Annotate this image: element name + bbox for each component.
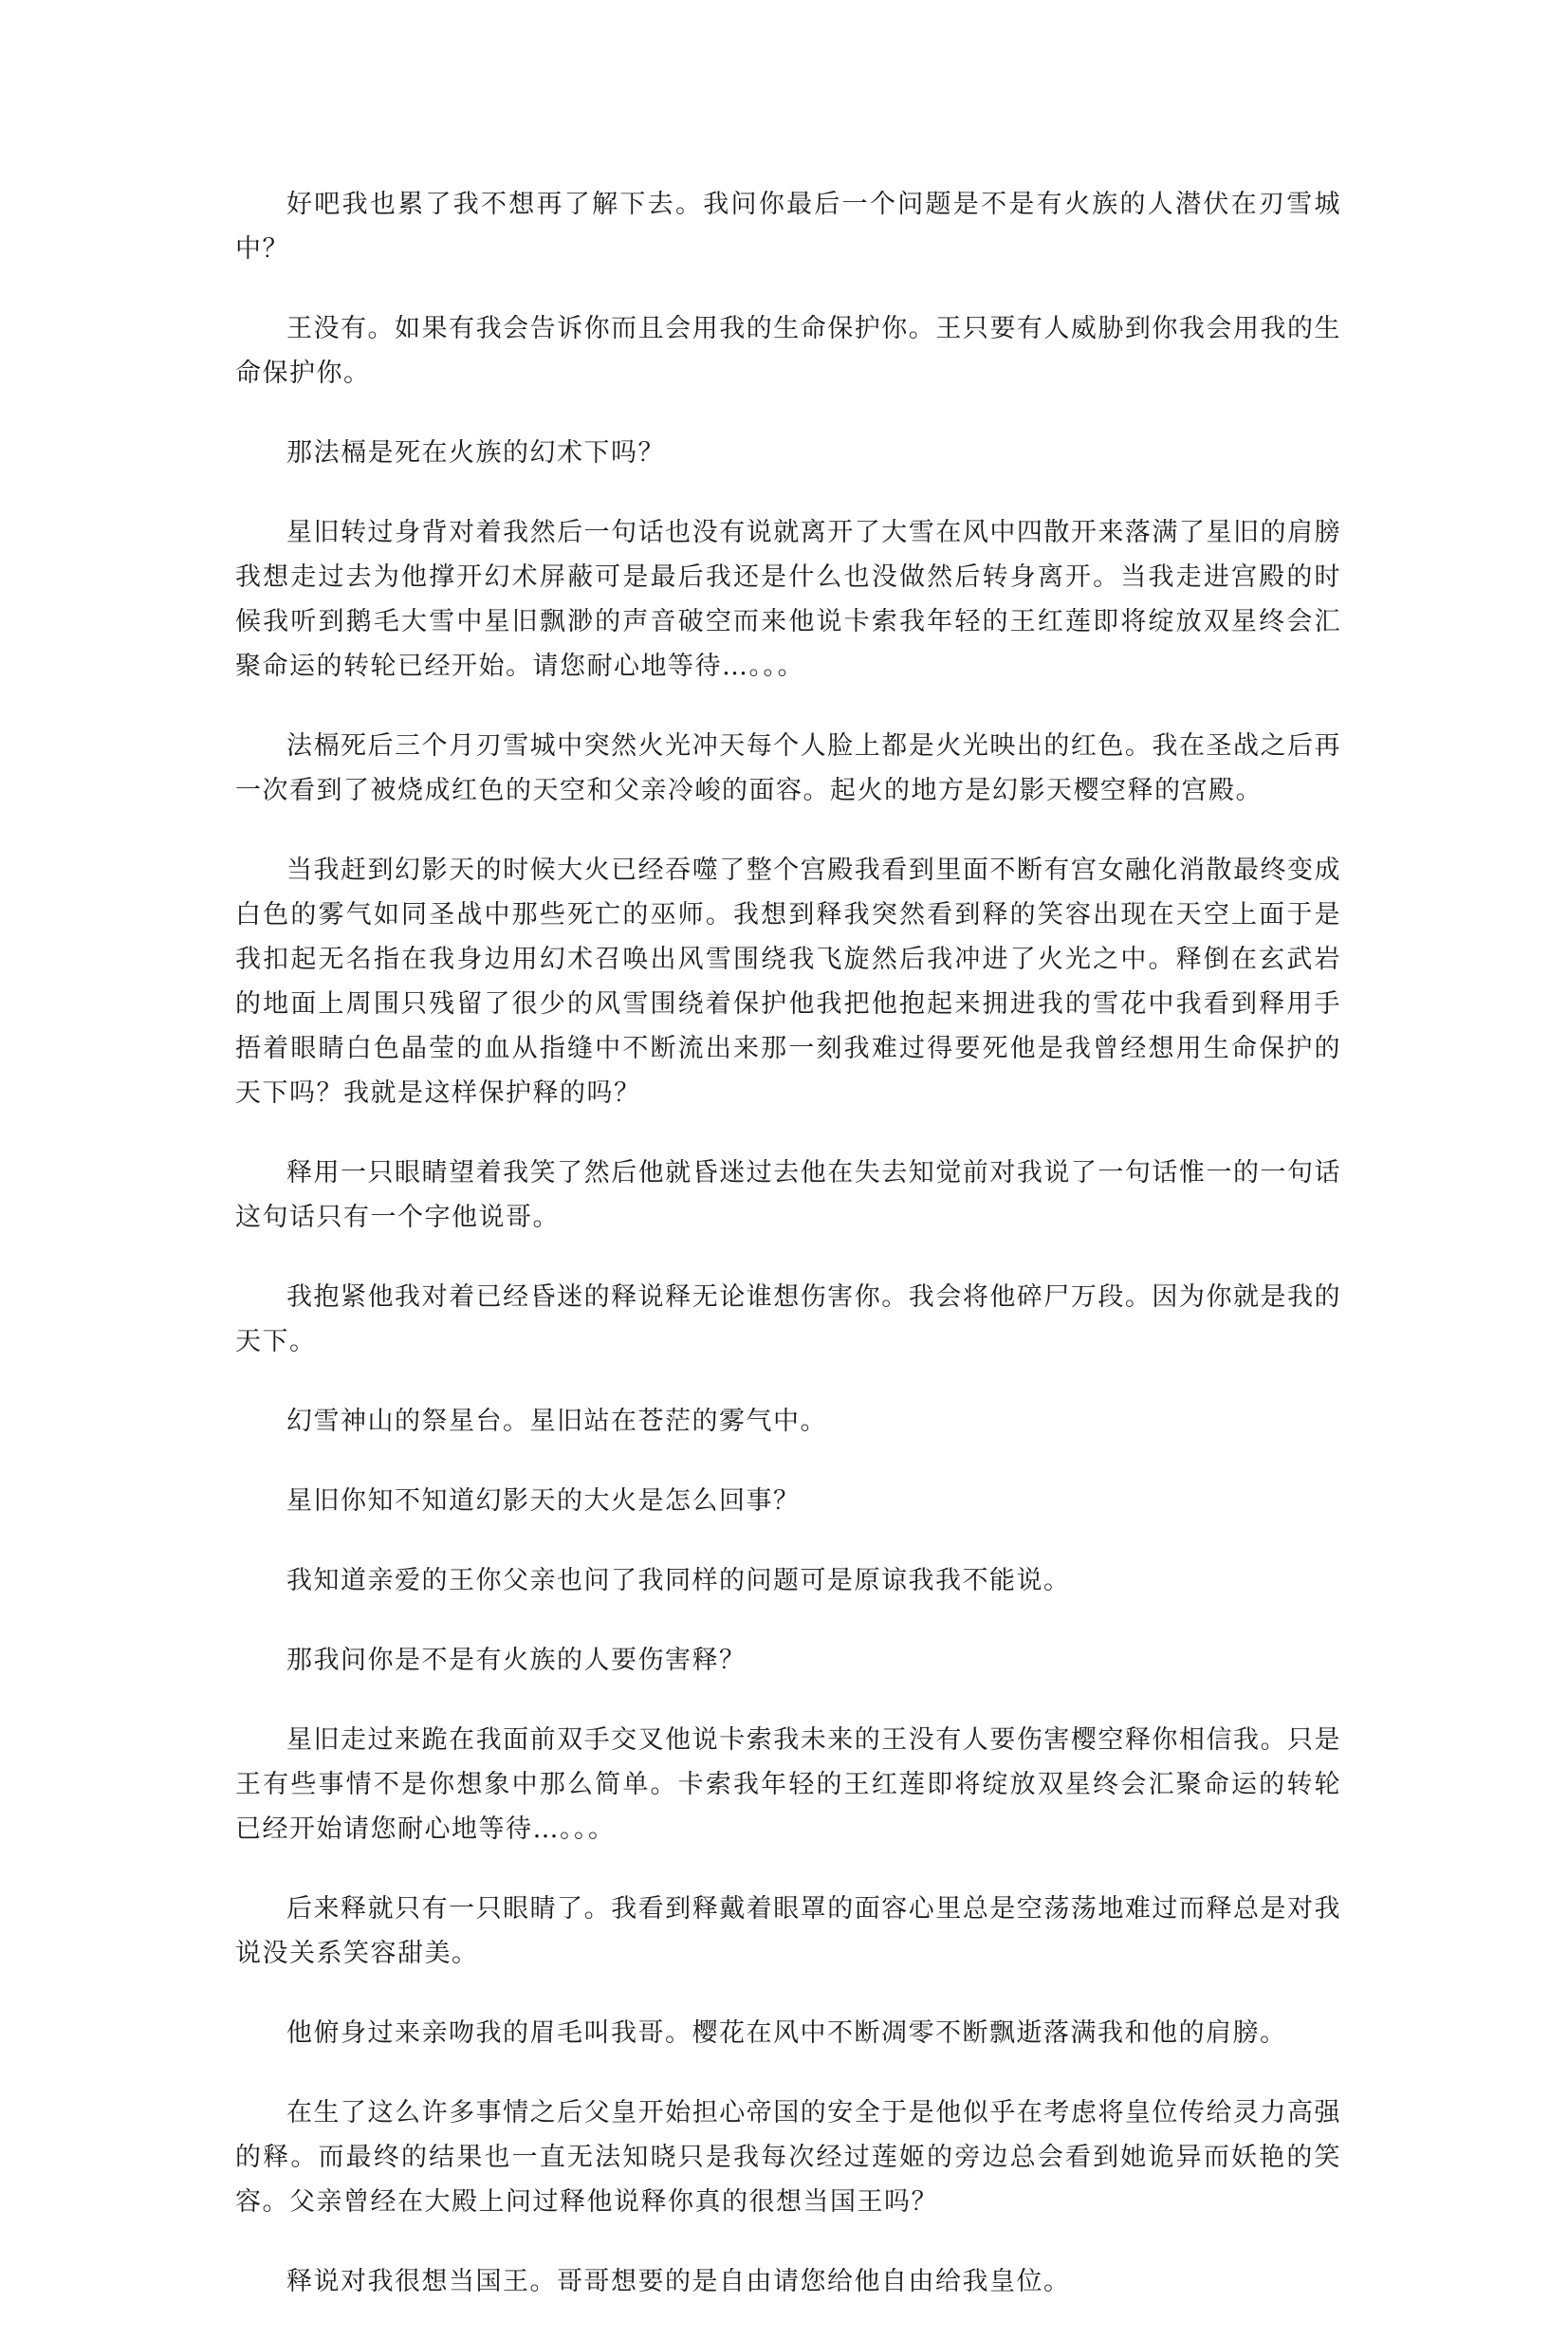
paragraph: 当我赶到幻影天的时候大火已经吞噬了整个宫殿我看到里面不断有宫女融化消散最终变成白色的雾气如同圣战中那些死亡的巫师。我想到释我突然看到释的笑容出现在天空上面于是我扣起无名指在我身边用幻术召唤出风雪围绕我飞旋然后我冲进了火光之中。释倒在玄武岩的地面上周围只残留了很少的风雪围绕着保护他我把他抱起来拥进我的雪花中我看到释用手捂着眼睛白色晶莹的血从指缝中不断流出来那一刻我难过得要死他是我曾经想用生命保护的天下吗？我就是这样保护释的吗？ (235, 856, 1341, 1108)
paragraph: 我知道亲爱的王你父亲也问了我同样的问题可是原谅我我不能说。 (286, 1566, 1071, 1595)
paragraph: 他俯身过来亲吻我的眉毛叫我哥。樱花在风中不断凋零不断飘逝落满我和他的肩膀。 (286, 2018, 1287, 2048)
paragraph: 星旧转过身背对着我然后一句话也没有说就离开了大雪在风中四散开来落满了星旧的肩膀我想走过去为他撑开幻术屏蔽可是最后我还是什么也没做然后转身离开。当我走进宫殿的时候我听到鹅毛大雪中星旧飘渺的声音破空而来他说卡索我年轻的王红莲即将绽放双星终会汇聚命运的转轮已经开始。请您耐心地等待…。。。 (235, 518, 1341, 681)
paragraph: 好吧我也累了我不想再了解下去。我问你最后一个问题是不是有火族的人潜伏在刃雪城中？ (235, 190, 1341, 264)
document-page (235, 182, 1341, 2339)
paragraph: 释用一只眼睛望着我笑了然后他就昏迷过去他在失去知觉前对我说了一句话惟一的一句话这句话只有一个字他说哥。 (235, 1158, 1341, 1232)
paragraph: 后来释就只有一只眼睛了。我看到释戴着眼罩的面容心里总是空荡荡地难过而释总是对我说没关系笑容甜美。 (235, 1894, 1341, 1968)
paragraph: 法槅死后三个月刃雪城中突然火光冲天每个人脸上都是火光映出的红色。我在圣战之后再一次看到了被烧成红色的天空和父亲冷峻的面容。起火的地方是幻影天樱空释的宫殿。 (235, 731, 1341, 805)
paragraph: 幻雪神山的祭星台。星旧站在苍茫的雾气中。 (286, 1407, 827, 1436)
paragraph: 释说对我很想当国王。哥哥想要的是自由请您给他自由给我皇位。 (286, 2267, 1071, 2296)
paragraph: 那我问你是不是有火族的人要伤害释？ (286, 1646, 747, 1675)
paragraph: 王没有。如果有我会告诉你而且会用我的生命保护你。王只要有人威胁到你我会用我的生命保护你。 (235, 314, 1341, 388)
paragraph: 星旧你知不知道幻影天的大火是怎么回事？ (286, 1486, 801, 1516)
paragraph: 我抱紧他我对着已经昏迷的释说释无论谁想伤害你。我会将他碎尸万段。因为你就是我的天下。 (235, 1282, 1341, 1356)
paragraph: 那法槅是死在火族的幻术下吗？ (286, 438, 665, 468)
paragraph: 在生了这么许多事情之后父皇开始担心帝国的安全于是他似乎在考虑将皇位传给灵力高强的释。而最终的结果也一直无法知晓只是我每次经过莲姬的旁边总会看到她诡异而妖艳的笑容。父亲曾经在大殿上问过释他说释你真的很想当国王吗？ (235, 2098, 1341, 2217)
paragraph: 星旧走过来跪在我面前双手交叉他说卡索我未来的王没有人要伤害樱空释你相信我。只是王有些事情不是你想象中那么简单。卡索我年轻的王红莲即将绽放双星终会汇聚命运的转轮已经开始请您耐心地等待…。。。 (235, 1725, 1341, 1844)
